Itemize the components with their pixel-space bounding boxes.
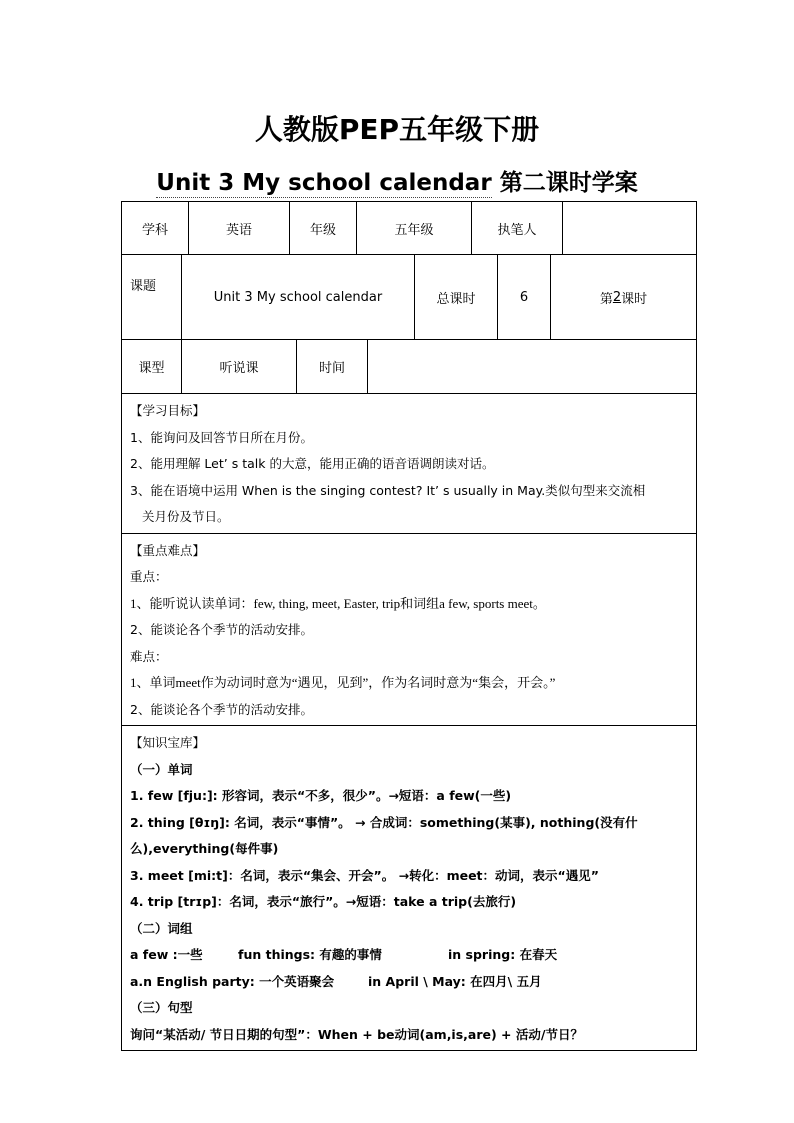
subtitle-unit: Unit 3 My school calendar — [156, 170, 492, 196]
goal-item: 2、能用理解 Let’ s talk 的大意，能用正确的语音语调朗读对话。 — [130, 456, 495, 471]
total-lessons-label: 总课时 — [415, 255, 498, 339]
subject-label: 学科 — [122, 202, 189, 254]
focus-item: 2、能谈论各个季节的活动安排。 — [130, 622, 313, 637]
lesson-prefix: 第 — [599, 291, 613, 307]
author-value — [563, 202, 696, 254]
lesson-suffix: 课时 — [621, 291, 648, 307]
goals-heading: 【学习目标】 — [130, 403, 206, 418]
knowledge-heading: 【知识宝库】 — [130, 735, 206, 750]
lesson-num: 2 — [612, 289, 622, 305]
lesson-plan-table — [121, 201, 697, 1051]
word-entry-continued: 么),everything(每件事) — [130, 841, 279, 856]
goal-item: 1、能询问及回答节日所在月份。 — [130, 429, 313, 445]
difficulty-label: 难点： — [130, 648, 168, 664]
sentence-pattern: 询问“某活动/ 节日日期的句型”：When + be动词(am,is,are) + 活动/节日？ — [130, 1026, 583, 1042]
document-subtitle — [0, 164, 794, 197]
type-label: 课型 — [122, 340, 182, 393]
info-row-topic — [122, 255, 696, 340]
word-entry: 4. trip [trɪp]：名词，表示“旅行”。→短语：take a trip(去旅行) — [130, 894, 517, 909]
goal-item: 3、能在语境中运用 When is the singing contest? It’ s usually in May.类似句型来交流相 — [130, 482, 646, 498]
total-lessons-value: 6 — [498, 255, 551, 339]
type-value: 听说课 — [182, 340, 297, 393]
phrase-row — [130, 969, 688, 996]
difficulty-item: 1、单词meet作为动词时意为“遇见，见到”，作为名词时意为“集会，开会。” — [130, 675, 556, 690]
phrases-heading: （二）词组 — [130, 920, 193, 936]
word-entry: 1. few [fju:]: 形容词，表示“不多，很少”。→短语：a few(一些) — [130, 788, 512, 803]
topic-value: Unit 3 My school calendar — [182, 255, 415, 339]
focus-item: 1、能听说认读单词：few, thing, meet, Easter, trip和词组a few, sports meet。 — [130, 595, 546, 611]
learning-goals-section — [122, 394, 696, 534]
info-row-type — [122, 340, 696, 394]
sentence-heading: （三）句型 — [130, 1000, 193, 1015]
phrase: fun things: 有趣的事情 — [238, 947, 382, 962]
phrase: in spring: 在春天 — [448, 947, 558, 962]
difficulty-item: 2、能谈论各个季节的活动安排。 — [130, 701, 313, 717]
phrase: in April \ May: 在四月\ 五月 — [368, 973, 542, 989]
phrase: a.n English party: 一个英语聚会 — [130, 973, 335, 989]
grade-label: 年级 — [290, 202, 357, 254]
topic-label: 课题 — [122, 255, 182, 339]
key-heading: 【重点难点】 — [130, 542, 206, 558]
info-row-subject — [122, 202, 696, 255]
author-label: 执笔人 — [472, 202, 563, 254]
subject-value: 英语 — [189, 202, 290, 254]
subtitle-lesson: 第二课时学案 — [499, 170, 638, 196]
phrase: a few :一些 — [130, 947, 203, 962]
lesson-number — [551, 255, 696, 339]
words-heading: （一）单词 — [130, 761, 193, 777]
knowledge-section — [122, 726, 696, 1050]
grade-value: 五年级 — [357, 202, 472, 254]
document-title: 人教版PEP五年级下册 — [254, 113, 540, 146]
time-label: 时间 — [297, 340, 368, 393]
focus-label: 重点： — [130, 569, 168, 584]
key-points-section — [122, 534, 696, 727]
phrase-row — [130, 942, 688, 969]
word-entry: 2. thing [θɪŋ]: 名词，表示“事情”。 → 合成词：something(某事), nothing(没有什 — [130, 814, 638, 830]
time-value — [368, 340, 696, 393]
word-entry: 3. meet [mi:t]：名词，表示“集会、开会”。 →转化：meet：动词，表示“遇见” — [130, 867, 599, 883]
goal-item-continued: 关月份及节日。 — [142, 509, 230, 524]
